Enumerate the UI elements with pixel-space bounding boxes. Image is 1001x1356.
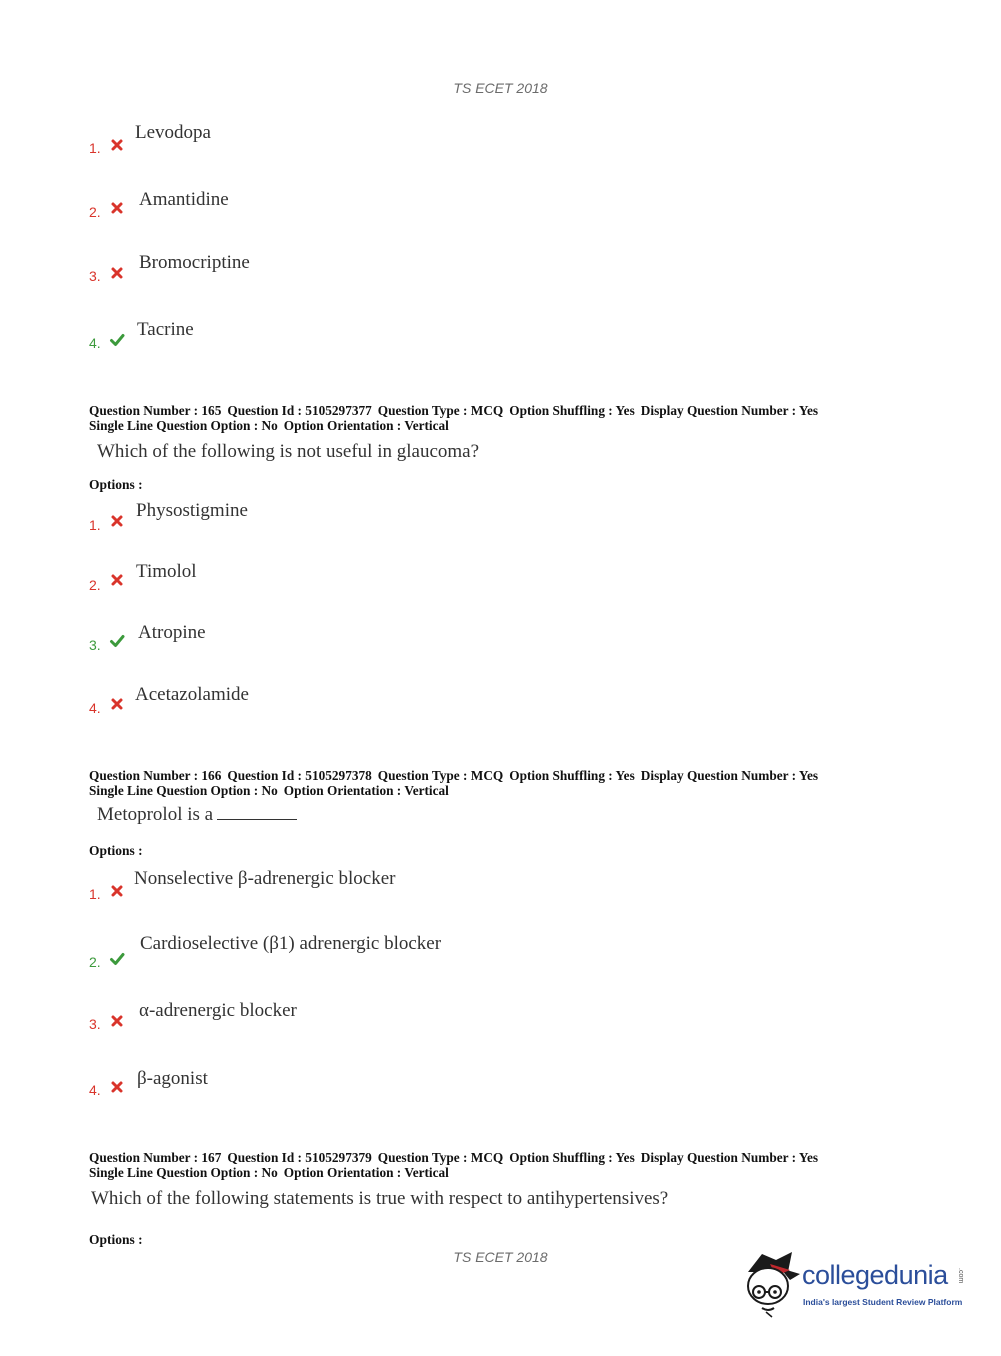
cross-icon: [110, 514, 124, 528]
check-icon: [109, 634, 125, 648]
option-number: 1.: [89, 886, 101, 902]
option-text: α-adrenergic blocker: [139, 1000, 297, 1021]
meta-line-2: Single Line Question Option : No Option Orientation : Vertical: [89, 783, 449, 798]
question-meta: [89, 403, 824, 433]
option-text: Timolol: [136, 561, 197, 582]
cross-icon: [110, 884, 124, 898]
option-text: Acetazolamide: [135, 684, 249, 705]
option-text: Nonselective β-adrenergic blocker: [134, 868, 396, 889]
option-text: Bromocriptine: [139, 252, 250, 273]
options-label: Options :: [89, 1232, 143, 1247]
meta-line-1: Question Number : 166 Question Id : 5105297378 Question Type : MCQ Option Shuffling : Yes Display Question Number : Yes: [89, 768, 819, 783]
options-label: Options :: [89, 843, 143, 858]
question-text: Which of the following statements is true with respect to antihypertensives?: [91, 1188, 669, 1209]
option-number: 3.: [89, 637, 101, 653]
collegedunia-logo: [742, 1250, 972, 1320]
option-number: 4.: [89, 1082, 101, 1098]
option-text: Levodopa: [135, 122, 211, 143]
option-text: Amantidine: [139, 189, 229, 210]
question-text: Which of the following is not useful in glaucoma?: [97, 441, 480, 462]
option-number: 4.: [89, 335, 101, 351]
brand-tagline: India's largest Student Review Platform: [803, 1297, 963, 1307]
option-number: 1.: [89, 140, 101, 156]
page-header: TS ECET 2018: [453, 80, 548, 96]
check-icon: [109, 952, 125, 966]
check-icon: [109, 333, 125, 347]
option-text: Cardioselective (β1) adrenergic blocker: [140, 933, 442, 954]
options-label: Options :: [89, 477, 143, 492]
option-text: β-agonist: [137, 1068, 208, 1089]
option-text: Atropine: [138, 622, 206, 643]
meta-line-1: Question Number : 167 Question Id : 5105297379 Question Type : MCQ Option Shuffling : Yes Display Question Number : Yes: [89, 1150, 819, 1165]
option-text: Tacrine: [137, 319, 194, 340]
page-footer: TS ECET 2018: [453, 1249, 548, 1265]
option-number: 4.: [89, 700, 101, 716]
mascot-icon: [742, 1250, 800, 1318]
brand-suffix: .com: [957, 1268, 964, 1284]
option-number: 3.: [89, 1016, 101, 1032]
meta-line-2: Single Line Question Option : No Option Orientation : Vertical: [89, 418, 449, 433]
option-number: 2.: [89, 204, 101, 220]
option-number: 2.: [89, 577, 101, 593]
meta-line-1: Question Number : 165 Question Id : 5105297377 Question Type : MCQ Option Shuffling : Yes Display Question Number : Yes: [89, 403, 819, 418]
brand-name: collegedunia: [802, 1260, 948, 1290]
cross-icon: [110, 697, 124, 711]
option-number: 2.: [89, 954, 101, 970]
cross-icon: [110, 1080, 124, 1094]
meta-line-2: Single Line Question Option : No Option Orientation : Vertical: [89, 1165, 449, 1180]
cross-icon: [110, 573, 124, 587]
cross-icon: [110, 201, 124, 215]
option-number: 3.: [89, 268, 101, 284]
cross-icon: [110, 138, 124, 152]
question-meta: [89, 1150, 824, 1180]
cross-icon: [110, 1014, 124, 1028]
cross-icon: [110, 266, 124, 280]
option-number: 1.: [89, 517, 101, 533]
answer-blank: [217, 805, 297, 820]
question-meta: [89, 768, 824, 798]
option-text: Physostigmine: [136, 500, 248, 521]
question-text: Metoprolol is a: [97, 804, 297, 826]
